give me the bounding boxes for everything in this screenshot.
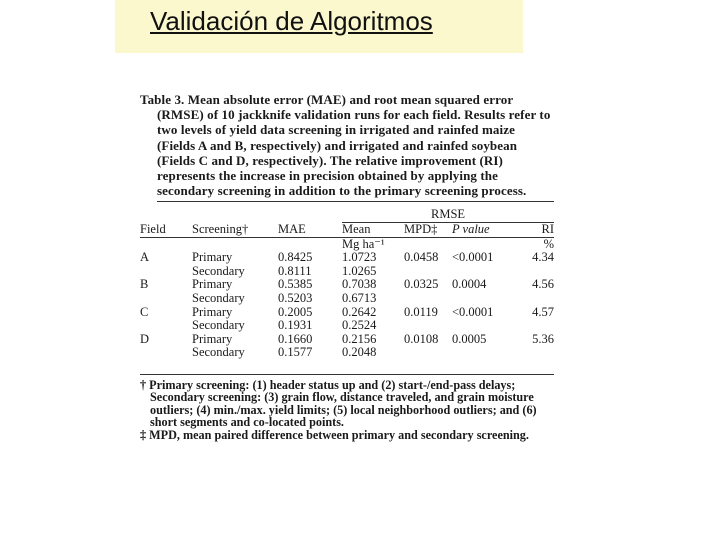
footnotes [140, 379, 554, 442]
cell-mean: 0.6713 [342, 290, 377, 305]
results-table [140, 208, 554, 374]
cell-mean: 1.0723 [342, 250, 377, 265]
table-row [140, 346, 554, 360]
cell-pvalue [452, 265, 514, 279]
cell-screening: Secondary [192, 290, 245, 305]
units-row [140, 237, 554, 251]
col-header-screening: Screening† [192, 223, 278, 238]
ri-unit: % [543, 236, 555, 251]
cell-ri [514, 319, 554, 333]
caption-rule [157, 201, 554, 202]
cell-mean: 0.2156 [342, 331, 377, 346]
cell-pvalue [452, 319, 514, 333]
cell-mpd: 0.0325 [404, 277, 439, 292]
cell-mae: 0.1577 [278, 345, 313, 360]
caption-label: Table 3. [140, 92, 185, 107]
cell-screening: Secondary [192, 345, 245, 360]
table-row [140, 251, 554, 265]
cell-field [140, 265, 192, 279]
cell-pvalue: 0.0005 [452, 331, 487, 346]
column-header-row [140, 223, 554, 238]
cell-ri [514, 292, 554, 306]
cell-mae: 0.2005 [278, 304, 313, 319]
cell-mae: 0.8111 [278, 263, 312, 278]
cell-mae: 0.5385 [278, 277, 313, 292]
cell-pvalue [452, 292, 514, 306]
table-bottom-rule [140, 360, 554, 374]
cell-screening: Primary [192, 277, 233, 292]
cell-ri: 4.56 [532, 277, 555, 292]
cell-mae: 0.5203 [278, 290, 313, 305]
col-header-pvalue: P value [452, 223, 514, 238]
cell-ri: 5.36 [532, 331, 555, 346]
cell-mpd: 0.0108 [404, 331, 439, 346]
table-row [140, 265, 554, 279]
cell-ri [514, 346, 554, 360]
col-header-field: Field [140, 223, 192, 238]
cell-screening: Primary [192, 331, 233, 346]
cell-mpd [404, 292, 452, 306]
cell-mae: 0.1660 [278, 331, 313, 346]
cell-mpd: 0.0458 [404, 250, 439, 265]
cell-mean: 1.0265 [342, 263, 377, 278]
cell-ri: 4.34 [532, 250, 555, 265]
cell-field [140, 292, 192, 306]
table-caption [140, 92, 554, 198]
cell-mean: 0.2048 [342, 345, 377, 360]
cell-mean: 0.7038 [342, 277, 377, 292]
cell-pvalue: 0.0004 [452, 277, 487, 292]
table-row [140, 278, 554, 292]
col-header-mae: MAE [278, 223, 342, 238]
table-row [140, 306, 554, 320]
col-header-mean: Mean [342, 223, 404, 238]
caption-text: Mean absolute error (MAE) and root mean squared error (RMSE) of 10 jackknife validation runs for each field. Results refer to two levels of yield data screening in irrigated and rainfed maize (Fields A and B, respectively) and irrigated and rainfed soybean (Fields C and D, respectively). The relative improvement (RI) represents the increase in precision obtained by applying the secondary screening in addition to the primary screening process. [157, 92, 551, 199]
col-header-ri: RI [514, 223, 554, 238]
cell-pvalue [452, 346, 514, 360]
cell-screening: Secondary [192, 318, 245, 333]
cell-mae: 0.8425 [278, 250, 313, 265]
table-row [140, 319, 554, 333]
table-figure [140, 92, 554, 442]
cell-mpd: 0.0119 [404, 304, 438, 319]
cell-field [140, 346, 192, 360]
cell-field [140, 319, 192, 333]
cell-field: A [140, 250, 150, 265]
cell-mpd [404, 346, 452, 360]
cell-mae: 0.1931 [278, 318, 313, 333]
cell-mpd [404, 265, 452, 279]
table-row [140, 292, 554, 306]
slide-title: Validación de Algoritmos [150, 6, 433, 36]
cell-screening: Primary [192, 304, 233, 319]
cell-screening: Secondary [192, 263, 245, 278]
cell-field: C [140, 304, 149, 319]
col-header-mpd: MPD‡ [404, 223, 452, 238]
cell-screening: Primary [192, 250, 233, 265]
footnote-mpd: ‡ MPD, mean paired difference between primary and secondary screening. [140, 427, 529, 442]
data-rows [140, 251, 554, 360]
cell-mpd [404, 319, 452, 333]
group-header-row [140, 208, 554, 222]
cell-field: D [140, 331, 150, 346]
cell-mean: 0.2524 [342, 318, 377, 333]
rmse-group-header: RMSE [342, 208, 554, 222]
table-row [140, 333, 554, 347]
footnote-screening: † Primary screening: (1) header status up and (2) start-/end-pass delays; Secondary screening: (3) grain flow, distance traveled, and grain moisture outliers; (4) min./max. yield limits; (5) local neighborhood outliers; and (6) short segments and co-located points. [140, 377, 537, 430]
cell-ri [514, 265, 554, 279]
cell-ri: 4.57 [532, 304, 555, 319]
mean-unit: Mg ha⁻¹ [342, 236, 385, 251]
cell-mean: 0.2642 [342, 304, 377, 319]
cell-pvalue: <0.0001 [452, 304, 494, 319]
cell-field: B [140, 277, 149, 292]
cell-pvalue: <0.0001 [452, 250, 494, 265]
